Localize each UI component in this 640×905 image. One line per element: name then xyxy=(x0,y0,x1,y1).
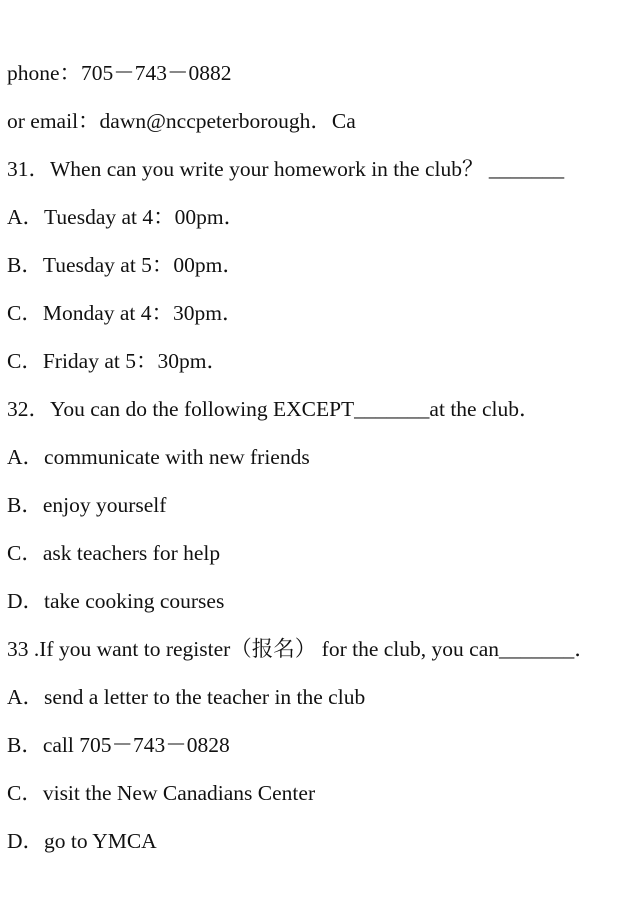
question-33-option-c: C．visit the New Canadians Center xyxy=(7,781,316,805)
question-31-stem: 31．When can you write your homework in the club？ _______ xyxy=(7,157,565,181)
question-32-option-c: C．ask teachers for help xyxy=(7,541,221,565)
question-33-option-a: A．send a letter to the teacher in the club xyxy=(7,685,366,709)
question-32-option-b: B．enjoy yourself xyxy=(7,493,167,517)
question-32-option-a: A．communicate with new friends xyxy=(7,445,310,469)
question-31-option-b: B．Tuesday at 5：00pm． xyxy=(7,253,244,277)
question-32-stem: 32．You can do the following EXCEPT_______at the club． xyxy=(7,397,541,421)
contact-email: or email：dawn@nccpeterborough．Ca xyxy=(7,109,356,133)
question-33-stem: 33 .If you want to register（报名） for the club, you can_______． xyxy=(7,637,596,661)
question-31-option-d: C．Friday at 5：30pm． xyxy=(7,349,228,373)
question-32-option-d: D．take cooking courses xyxy=(7,589,225,613)
question-33-option-b: B．call 705－743－0828 xyxy=(7,733,230,757)
contact-phone: phone：705－743－0882 xyxy=(7,61,232,85)
question-31-option-c: C．Monday at 4：30pm． xyxy=(7,301,244,325)
question-33-option-d: D．go to YMCA xyxy=(7,829,157,853)
question-31-option-a: A．Tuesday at 4：00pm． xyxy=(7,205,246,229)
